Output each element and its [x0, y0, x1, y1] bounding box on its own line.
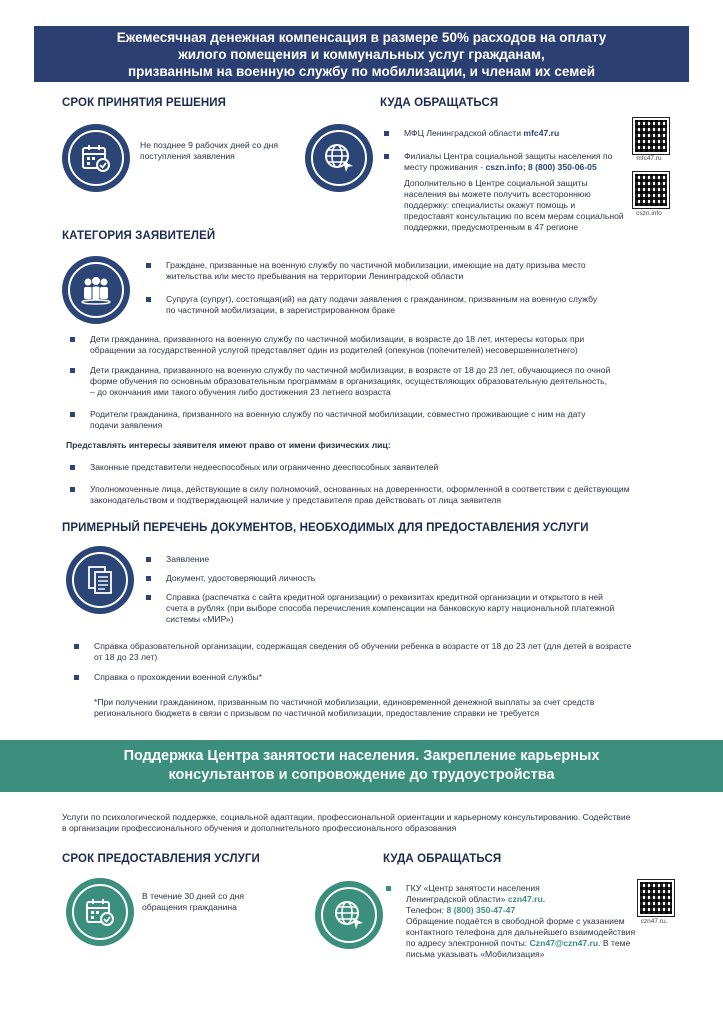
calendar-circle-green	[66, 878, 134, 946]
calendar-icon	[80, 142, 112, 174]
documents-icon	[85, 565, 115, 595]
banner-line: жилого помещения и коммунальных услуг гражданам,	[178, 46, 545, 62]
term-text: В течение 30 дней со дня обращения гражданина	[142, 891, 245, 912]
calendar-icon	[84, 896, 116, 928]
cszn-link[interactable]: cszn.info; 8 (800) 350-06-05	[485, 162, 597, 172]
czn-email-link[interactable]: Czn47@czn47.ru	[529, 938, 599, 948]
banner-line: консультантов и сопровождение до трудоустройства	[168, 767, 555, 783]
document-item: Справка образовательной организации, содержащая сведения об обучении ребенка в возрасте от 18 до 23 лет (для детей в возрасте от 18 до 23 лет)	[74, 641, 650, 663]
represent-item: Уполномоченные лица, действующие в силу полномочий, основанных на доверенности, оформленной в соответствии с действующим законодательством и подтверждающей наличие у представителя прав действовать от лица заявителя	[70, 484, 650, 506]
banner-line: Поддержка Центра занятости населения. Закрепление карьерных	[123, 748, 600, 764]
top-banner	[34, 26, 689, 82]
category-item: Дети гражданина, призванного на военную службу по частичной мобилизации, в возрасте до 18 лет, интересы которых при обращении за государственной услугой представляет один из родителей (опекунов (попечителей) несовершеннолетнего)	[70, 334, 650, 356]
documents-circle	[66, 546, 134, 614]
where2-item: ГКУ «Центр занятости населения Ленинградской области» czn47.ru. Телефон: 8 (800) 350-47-47 Обращение подаётся в свободной форме с указанием контактного телефона для дальнейшего взаимодействия по адресу электронной почты: Czn47@czn47.ru. В теме письма указывать «Мобилизация»	[386, 883, 656, 960]
decision-title: СРОК ПРИНЯТИЯ РЕШЕНИЯ	[62, 97, 227, 109]
document-item: Документ, удостоверяющий личность	[146, 573, 646, 584]
mfc-link[interactable]: mfc47.ru	[523, 128, 560, 138]
qr-caption: mfc47.ru	[636, 155, 662, 162]
category-item: Дети гражданина, призванного на военную службу по частичной мобилизации, в возрасте от 18 до 23 лет, обучающиеся по очной форме обучения по основным образовательным программам в организациях, осуществляющих образовательную деятельность, – до окончания ими такого обучения либо достижения 23 летнего возраста	[70, 365, 650, 398]
document-item: Заявление	[146, 554, 646, 565]
qr-caption: cszn.info	[636, 210, 662, 217]
where-extra: Дополнительно в Центре социальной защиты населения вы можете получить всестороннюю поддержку: специалисты окажут помощь и предоставят консультацию по всем мерам социальной поддержки, предусмотренным в 47 регионе	[404, 178, 624, 232]
decision-text: Не позднее 9 рабочих дней со дня поступления заявления	[140, 140, 279, 161]
calendar-circle	[62, 124, 130, 192]
qr-code-cszn[interactable]	[633, 172, 669, 208]
qr-code-mfc[interactable]	[633, 118, 669, 154]
represent-item: Законные представители недееспособных или ограниченно дееспособных заявителей	[70, 462, 650, 473]
globe-cursor-icon	[332, 898, 366, 932]
where-item-mfc: МФЦ Ленинградской области mfc47.ru	[384, 128, 634, 139]
documents-title: ПРИМЕРНЫЙ ПЕРЕЧЕНЬ ДОКУМЕНТОВ, НЕОБХОДИМЫХ ДЛЯ ПРЕДОСТАВЛЕНИЯ УСЛУГИ	[62, 522, 589, 534]
services-text: Услуги по психологической поддержке, социальной адаптации, профессиональной ориентации и карьерному консультированию. Содействие в организации профессионального обучения и дополнительного профессионального образования	[62, 812, 631, 833]
qr-code-czn[interactable]	[638, 880, 674, 916]
czn-phone-link[interactable]: 8 (800) 350-47-47	[446, 905, 516, 915]
category-item: Родители гражданина, призванного на военную службу по частичной мобилизации, совместно проживающие с ним на дату подачи заявления	[70, 409, 650, 431]
where2-title: КУДА ОБРАЩАТЬСЯ	[383, 853, 502, 865]
people-circle	[62, 256, 130, 324]
czn-link[interactable]: czn47.ru.	[507, 894, 546, 904]
category-item: Супруга (супруг), состоящая(ий) на дату подачи заявления с гражданином, призванным на военную службу по частичной мобилизации, в зарегистрированном браке	[146, 294, 646, 316]
people-group-icon	[79, 275, 113, 305]
document-item: Справка (распечатка с сайта кредитной организации) о реквизитах кредитной организации и открытого в ней счета в рублях (при выборе способа перечисления компенсации на банковскую карту национальной платежной системы «МИР»)	[146, 592, 646, 625]
employment-banner	[0, 740, 723, 792]
document-item: Справка о прохождении военной службы*	[74, 672, 650, 683]
document-note: *При получении гражданином, призванным по частичной мобилизации, единовременной денежной выплаты за счет средств регионального бюджета в связи с призывом по частичной мобилизации, предоставление справки не требуется	[94, 697, 595, 718]
qr-caption: czn47.ru.	[640, 918, 668, 925]
term-title: СРОК ПРЕДОСТАВЛЕНИЯ УСЛУГИ	[62, 853, 260, 865]
where-title: КУДА ОБРАЩАТЬСЯ	[380, 97, 499, 109]
categories-title: КАТЕГОРИЯ ЗАЯВИТЕЛЕЙ	[62, 230, 216, 242]
category-item: Граждане, призванные на военную службу по частичной мобилизации, имеющие на дату призыва место жительства или место пребывания на территории Ленинградской области	[146, 260, 646, 282]
banner-line: Ежемесячная денежная компенсация в размере 50% расходов на оплату	[116, 29, 607, 45]
globe-circle-green	[315, 881, 383, 949]
globe-cursor-icon	[322, 141, 356, 175]
where-item-cszn: Филиалы Центра социальной защиты населения по месту проживания - cszn.info; 8 (800) 350-06-05	[384, 151, 639, 173]
represent-title: Представлять интересы заявителя имеют право от имени физических лиц:	[66, 440, 391, 450]
banner-line: призванным на военную службу по мобилизации, и членам их семей	[127, 63, 596, 79]
globe-circle	[305, 124, 373, 192]
